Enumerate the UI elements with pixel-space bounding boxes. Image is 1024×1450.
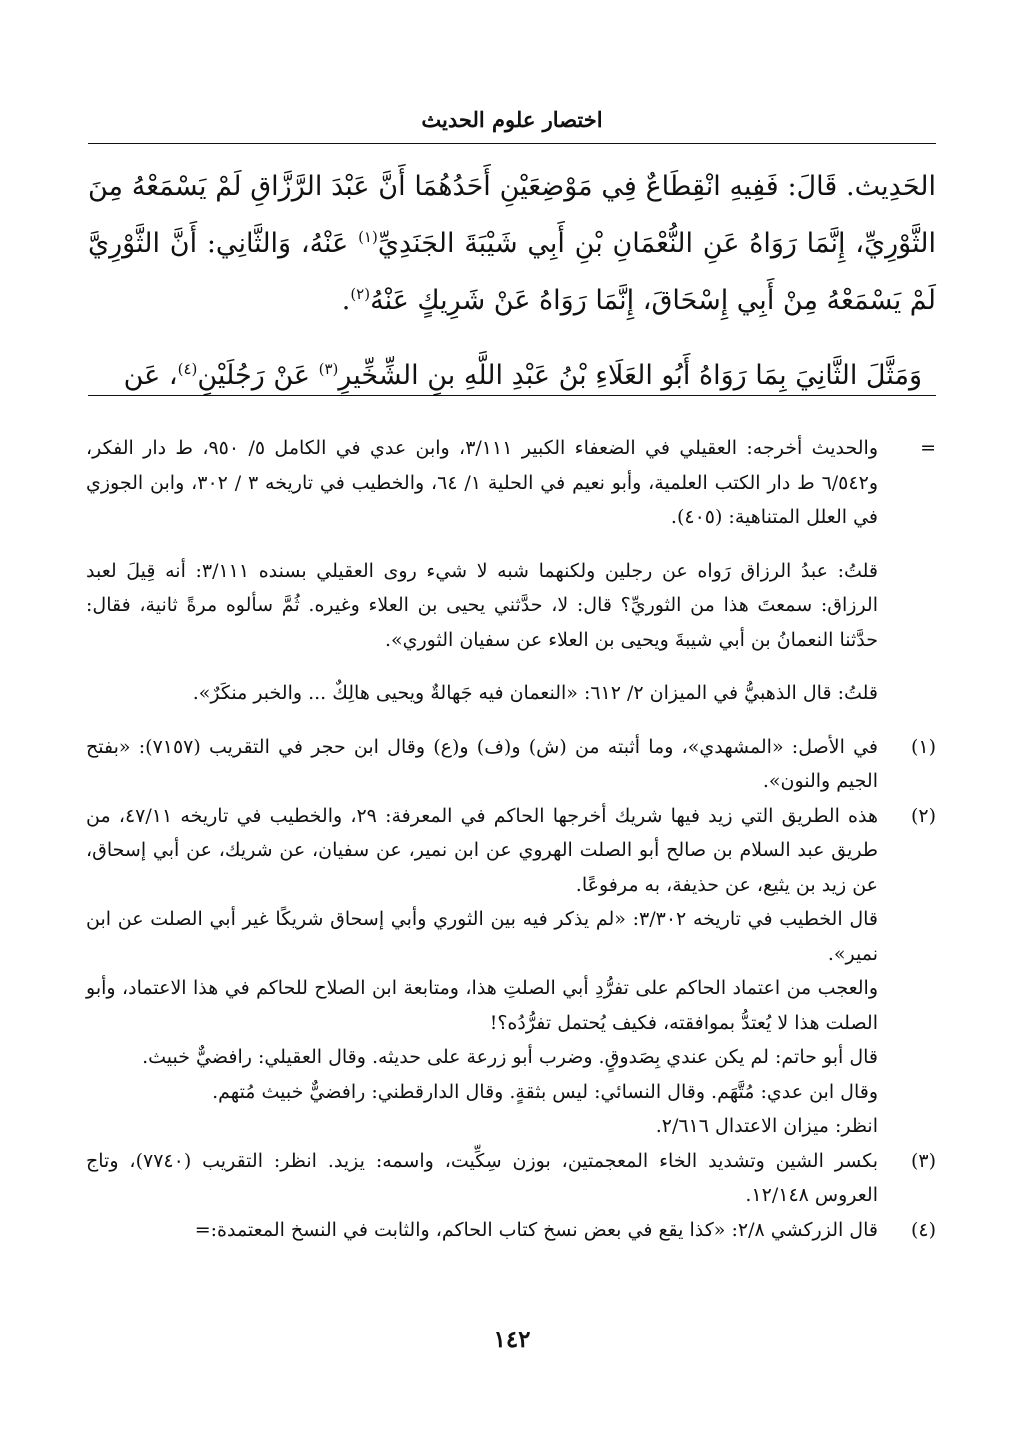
footnote-ref-2[interactable]: (٢) [350, 285, 371, 303]
main-text [88, 158, 936, 404]
footnote-paragraph: قال الخطيب في تاريخه ٣/٣٠٢: «لم يذكر فيه بين الثوري وأبي إسحاق شريكًا غير أبي الصلت عن ابن نمير». [86, 908, 878, 965]
footnote-2 [86, 799, 936, 1144]
running-header: اختصار علوم الحديث [421, 107, 603, 132]
footnote-paragraph: قلتُ: قال الذهبيُّ في الميزان ٢/ ٦١٢: «النعمان فيه جَهالةٌ ويحيى هالِكٌ ... والخبر منكَرٌ». [192, 682, 878, 704]
footnote-number: (٣) [910, 1149, 936, 1172]
footnote-paragraph: بكسر الشين وتشديد الخاء المعجمتين، بوزن سِكِّيت، واسمه: يزيد. انظر: التقريب (٧٧٤٠)، وتاج العروس ١٢/١٤٨. [86, 1149, 878, 1206]
footnote-1 [86, 730, 936, 799]
footnote-paragraph: هذه الطريق التي زيد فيها شريك أخرجها الحاكم في المعرفة: ٢٩، والخطيب في تاريخه ٤٧/١١، من طريق عبد السلام بن صالح أبو الصلت الهروي عن ابن نمير، عن سفيان، عن شريك، عن أبي إسحاق، عن زيد بن يثيع، عن حذيفة، به مرفوعًا. [86, 804, 878, 896]
continuation-marker: = [920, 437, 936, 459]
header-rule [88, 143, 936, 144]
footnote-ref-1[interactable]: (١) [358, 228, 378, 246]
footnote-4 [86, 1213, 936, 1248]
footnote-ref-4[interactable]: (٤) [177, 360, 198, 378]
footnote-number: (٤) [910, 1218, 936, 1241]
main-paragraph-2: وَمَثَّلَ الثَّانِيَ بِمَا رَوَاهُ أَبُو العَلَاءِ بْنُ عَبْدِ اللَّهِ بنِ الشِّخِّيرِ$^{(٣)}$ عَنْ رَجُلَيْنِ$^{(٤)}$، عَن [123, 360, 922, 391]
footnote-number: (١) [910, 735, 936, 758]
main-paragraph-1: الحَدِيث. قَالَ: فَفِيهِ انْقِطَاعٌ فِي مَوْضِعَيْنِ أَحَدُهُمَا أَنَّ عَبْدَ الرَّزَّاقِ لَمْ يَسْمَعْهُ مِنَ الثَّوْرِيِّ، إِنَّمَا رَوَاهُ عَنِ النُّعْمَانِ بْنِ أَبِي شَيْبَةَ الجَنَدِيِّ$^{(١)}$ عَنْهُ، وَالثَّانِي: أَنَّ الثَّوْرِيَّ لَمْ يَسْمَعْهُ مِنْ أَبِي إِسْحَاقَ، إِنَّمَا رَوَاهُ عَنْ شَرِيكٍ عَنْهُ$^{(٢)}$. [88, 171, 936, 316]
footnote-ref-3[interactable]: (٣) [318, 360, 339, 378]
footnote-3 [86, 1144, 936, 1213]
footnote-number: (٢) [910, 804, 936, 827]
footnote-paragraph: انظر: ميزان الاعتدال ٢/٦١٦. [655, 1115, 878, 1137]
footnote-paragraph: في الأصل: «المشهدي»، وما أثبته من (ش) و(ف) و(ع) وقال ابن حجر في التقريب (٧١٥٧): «بفتح الجيم والنون». [86, 735, 878, 792]
footnote-paragraph: قلتُ: عبدُ الرزاق رَواه عن رجلين ولكنهما شبه لا شيء روى العقيلي بسنده ٣/١١١: أنه قِيلَ لعبد الرزاق: سمعتَ هذا من الثوريِّ؟ قال: لا، حدَّثني يحيى بن العلاء وغيره. ثُمَّ سألوه مرةً ثانية، فقال: حدَّثنا النعمانُ بن أبي شيبةَ ويحيى بن العلاء عن سفيان الثوري». [86, 559, 879, 651]
footnote-separator [88, 395, 936, 396]
footnote-continuation [86, 431, 936, 711]
footnotes [86, 412, 936, 1247]
footnote-paragraph: والحديث أخرجه: العقيلي في الضعفاء الكبير ٣/١١١، وابن عدي في الكامل ٥/ ٩٥٠، ط دار الفكر، و٦/٥٤٢ ط دار الكتب العلمية، وأبو نعيم في الحلية ١/ ٦٤، والخطيب في تاريخه ٣ / ٣٠٢، وابن الجوزي في العلل المتناهية: (٤٠٥). [86, 437, 878, 528]
footnote-paragraph: وقال ابن عدي: مُتَّهَم. وقال النسائي: ليس بثقةٍ. وقال الدارقطني: رافضيٌّ خبيث مُتهم. [212, 1080, 878, 1103]
footnote-paragraph: قال أبو حاتم: لم يكن عندي بِصَدوقٍ. وضرب أبو زرعة على حديثه. وقال العقيلي: رافضيٌّ خبيث. [142, 1046, 878, 1068]
page-number: ١٤٢ [493, 1326, 531, 1353]
footnote-paragraph: قال الزركشي ٢/٨: «كذا يقع في بعض نسخ كتاب الحاكم، والثابت في النسخ المعتمدة:= [194, 1218, 878, 1241]
footnote-paragraph: والعجب من اعتماد الحاكم على تفرُّدِ أبي الصلتِ هذا، ومتابعة ابن الصلاح للحاكم في هذا الاعتماد، وأبو الصلت هذا لا يُعتدُّ بموافقته، فكيف يُحتمل تفرُّدُه؟! [86, 977, 878, 1034]
